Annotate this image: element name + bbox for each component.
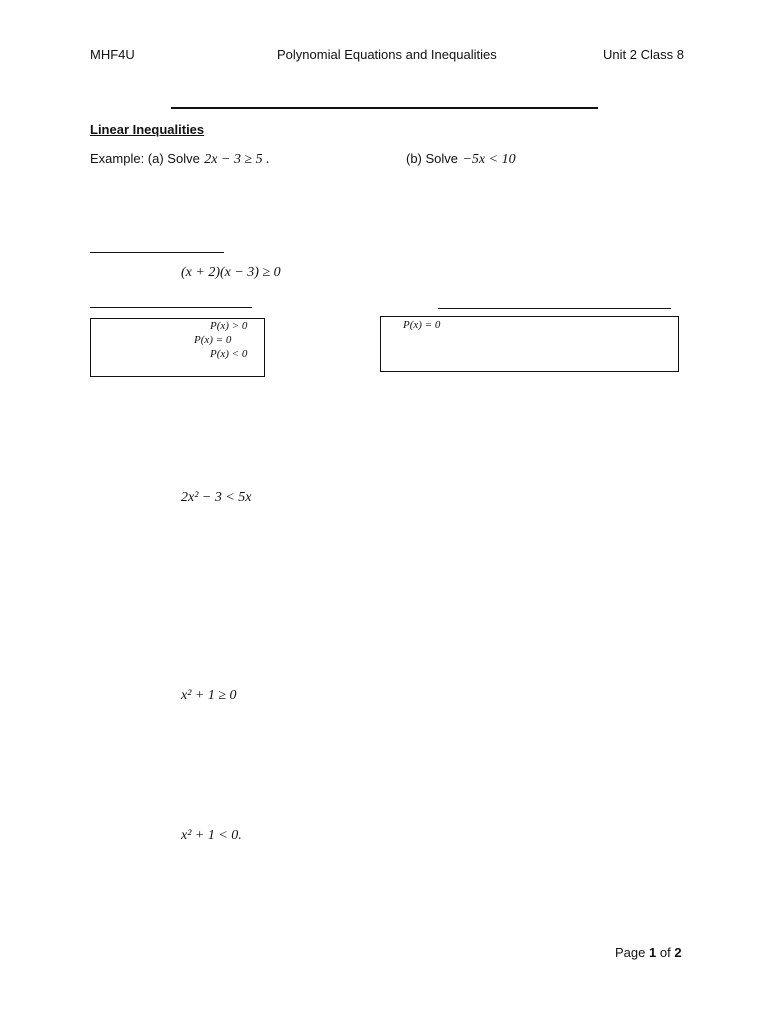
definition-box-right — [380, 316, 679, 372]
example-b-inequality: −5x < 10 — [462, 152, 516, 167]
example-b — [406, 150, 516, 168]
box-right-line-zero: P(x) = 0 — [403, 319, 441, 331]
quadratic-inequality: 2x² − 3 < 5x — [181, 490, 252, 505]
page-prefix: Page — [615, 945, 646, 960]
box-left-line-negative: P(x) < 0 — [210, 348, 248, 360]
page-of: of — [659, 945, 671, 960]
sum-squares-inequality-ge: x² + 1 ≥ 0 — [181, 688, 237, 703]
example-a — [90, 150, 270, 168]
sum-squares-inequality-lt: x² + 1 < 0. — [181, 828, 242, 843]
example-a-label: Example: (a) Solve — [90, 151, 200, 166]
course-code: MHF4U — [90, 47, 135, 62]
factored-inequality: (x + 2)(x − 3) ≥ 0 — [181, 265, 281, 280]
example-a-inequality: 2x − 3 ≥ 5 . — [204, 152, 270, 167]
blank-line-left — [90, 307, 252, 308]
blank-line-heading — [90, 252, 224, 253]
page-total: 2 — [674, 945, 682, 960]
blank-line-right — [438, 308, 671, 309]
page-number — [615, 945, 682, 960]
document-title: Polynomial Equations and Inequalities — [277, 47, 497, 62]
definition-box-left — [90, 318, 265, 377]
section-heading: Linear Inequalities — [90, 122, 205, 137]
title-blank-line — [171, 107, 598, 109]
unit-class-label: Unit 2 Class 8 — [603, 47, 684, 62]
example-b-label: (b) Solve — [406, 151, 459, 166]
box-left-line-zero: P(x) = 0 — [194, 334, 232, 346]
page-current: 1 — [649, 945, 657, 960]
box-left-line-positive: P(x) > 0 — [210, 320, 248, 332]
